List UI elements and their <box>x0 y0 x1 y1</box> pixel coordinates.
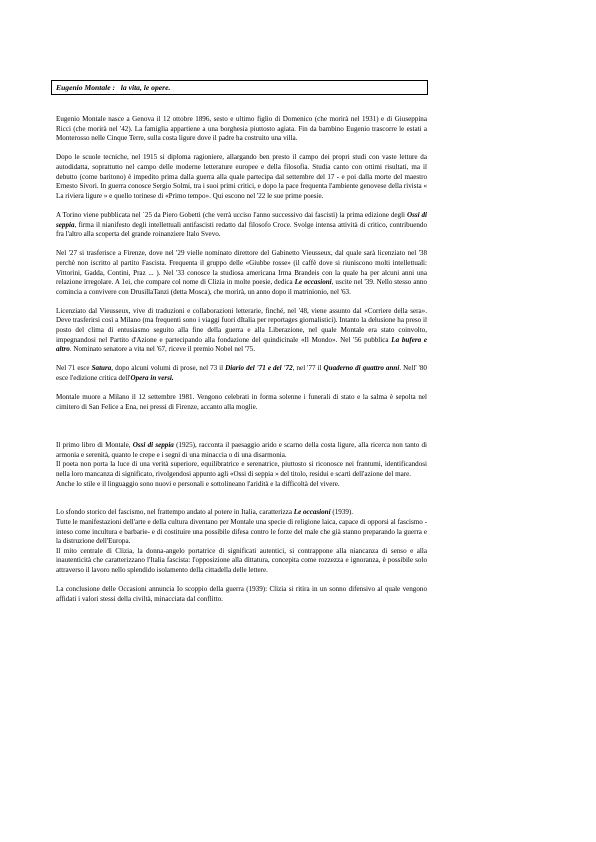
paragraph-occasioni-intro: Lo sfondo storico del fascismo, nel frattempo andato al potere in Italia, caratterizza Le occasioni (1939). <box>56 508 354 517</box>
book-title: Diario del '71 e del '72 <box>225 364 293 373</box>
book-title: Opera in versi. <box>130 374 174 383</box>
paragraph-conclusion: La conclusione delle Occasioni annuncia Io scoppio della guerra (1939): Clizia si ritira in un sonno difensivo al quale vengono affidati i valori stessi della civiltà, minacciata dal conflitto. <box>56 585 427 603</box>
paragraph-death: Montale muore a Milano il 12 settembre 1981. Vengono celebrati in forma solenne i funerali di stato e la salma è sepolta nel cimitero di San Felice a Ena, nei pressi di Firenze, accanto alla moglie. <box>56 393 427 411</box>
book-title: La bufera e altro <box>56 335 427 354</box>
paragraph-ossi-intro: Il primo libro di Montale, Ossi di seppia (1925), racconta il paesaggio arido e scarno della costa ligure, alla ricerca non tanto di armonia e serenità, quanto le crepe e i segni di una minaccia o di una disarmonia. <box>56 441 428 459</box>
book-title: Le occasioni <box>293 508 331 517</box>
page-title <box>51 80 428 95</box>
paragraph-studies: Dopo le scuole tecniche, nel 1915 si diploma ragioniere, allargando ben presto il campo dei propri studi con vaste letture da autodidatta, soprattutto nel campo delle moderne letterature europee e della filosofia. Studia canto con ottimi risultati, ma il debutto (come baritono) è impedito prima dalla guerra alla quale partecipa dal settembre del 17 - e poi dalla morte del maestro Ernesto Sivori. In guerra conosce Sergio Solmi, tra i suoi primi critici, e dopo la pace frequenta l'ambiente genovese della rivista « La riviera ligure » e quello torinese di «Primo tempo». Qui escono nel '22 le sue prime poesie. <box>56 153 427 200</box>
paragraph-ossi-style: Anche lo stile e il linguaggio sono nuovi e personali e sottolineano l'aridità e la difficoltà del vivere. <box>56 479 340 488</box>
paragraph-milano: Licenziato dal Vieusseux, vive di traduzioni e collaborazioni letterarie, finché, nel '48, viene assunto dal «Corriere della sera». Deve trasferirsi così a Milano (ma frequenti sono i viaggi fuori dItalia per reportages giornalistici). Intanto la delusione ha preso il posto del clima di entusiasmo seguito alla fine della guerra e alla Liberazione, nel quale Montale era stato coinvolto, impegnandosi nel Partito d'Azione e partecipando alla fondazione del quindicinale «Il Mondo». Nel '56 pubblica La bufera e altro. Nominato senatore a vita nel '67, riceve il premio Nobel nel '75. <box>56 306 427 354</box>
book-title: Ossi di seppia <box>56 210 427 229</box>
document-body <box>56 115 427 604</box>
paragraph-firenze: Nel '27 si trasferisce a Firenze, dove nel '29 vielle nominato direttore del Gabinetto Vieusseux, dal quale sarà licenziato nel '38 perchè non iscritto al partito Fascista. Frequenta il gruppo delle «Giubbe rosse» (il caffè dove si riuniscono molti intellettuali: Vittorini, Gadda, Contini, Praz ... ). Nel '33 conosce la studiosa americana Irma Brandeis con la quale ha per alcuni anni una relazione irregolare. A 1ei, che compare col nome di Clizia in molte poesie, dedica Le occasioni, uscite nel '39. Nello stesso anno comincia a convivere con DrusillaTanzi (detta Mosca), che morirà, un anno dopo il matrinionio, nel '63. <box>56 249 427 296</box>
paragraph-clizia: Il mito centrale di Clizia, la donna-angelo portatrice di significati autentici, si contrappone alla niancanza di senso e alla inautenticità che caratterizzano l'Italia fascista: l'opposizione alla dittatura, concepita come rozzezza e ignoranza, è possibile solo attraverso il lavoro nello splendido isolamento della cittadella delle lettere. <box>56 546 427 574</box>
title-prefix: Eugenio Montale : <box>56 83 116 92</box>
title-suffix: la vita, le opere. <box>120 83 171 92</box>
paragraph-ossi-poet: Il poeta non porta la luce di una verità superiore, equilibratrice e serenatrice, piuttosto si riconosce nei frantumi, identificandosi nella loro mancanza di significato, rivolgendosi appunto agli «Ossi di seppia » del titolo, residui e scarti dell'azione del mare. <box>56 460 427 478</box>
paragraph-occasioni-culture: Tutte le manifestazioni dell'arte e della cultura diventano per Montale una specie di religione laica, capace di opporsi al fascismo - inteso come incultura e barbarie- e di costituire una possibile difesa contro le forze del male che già stanno preparando la guerra e la distruzione dell'Europa. <box>56 517 427 546</box>
book-title: Ossi di seppia <box>132 441 174 450</box>
book-title: Le occasioni <box>294 278 332 287</box>
book-title: Satura <box>91 364 112 373</box>
paragraph-torino: A Torino viene pubblicata nel `25 da Piero Gobetti (che verrà ucciso l'anno successivo dai fascisti) la prima edizione degli Ossi di seppia, firma il nianifesto degli intellettuali antifascisti redatto dal filosofo Croce. Svolge intensa attività di critico, contribuendo fra l'altro alla scoperta del grande roinanziere Italo Svevo. <box>56 210 427 239</box>
paragraph-later-works: Nel 71 esce Satura, dopo alcuni volumi di prose, nel 73 il Diario del '71 e del '72, nel '77 il Quaderno di quattro anni. Nell' '80 esce l'edizione critica dell'Opera in versi. <box>56 364 427 383</box>
paragraph-birth: Eugenio Montale nasce a Genova il 12 ottobre 1896, sesto e ultimo figlio di Domenico (che morirà nel 1931) e di Giuseppina Ricci (che morirà nel '42). La famiglia appartiene a una borghesia piuttosto agiata. Fin da bambino Eugenio trascorre le estati a Monterosso nelle Cinque Terre, sulla costa ligure dove il padre ha costruito una villa. <box>56 115 427 143</box>
book-title: Quaderno di quattro anni <box>323 364 400 373</box>
